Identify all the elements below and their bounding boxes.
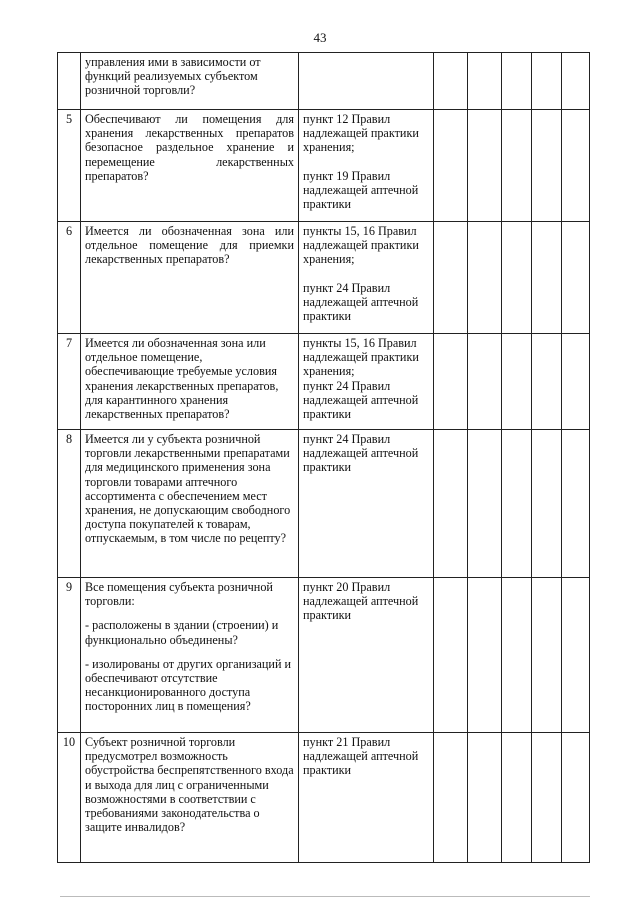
reference-text: пункт 20 Правил надлежащей аптечной практики [303, 580, 419, 623]
answer-cell [562, 578, 590, 733]
reference-cell [299, 430, 434, 578]
page-number: 43 [313, 30, 327, 45]
question-cell [81, 578, 299, 733]
answer-cell [468, 222, 502, 334]
answer-cell [532, 53, 562, 110]
answer-cell [562, 53, 590, 110]
answer-cell [468, 733, 502, 863]
answer-cell [502, 733, 532, 863]
answer-cell [434, 430, 468, 578]
answer-cell [468, 110, 502, 222]
answer-cell [502, 53, 532, 110]
reference-text: пункты 15, 16 Правил надлежащей практики хранения; [303, 224, 419, 267]
reference-cell [299, 222, 434, 334]
checklist-table [57, 52, 590, 863]
table-row [58, 53, 590, 110]
answer-cell [502, 578, 532, 733]
row-number: 9 [58, 578, 81, 733]
question-cell [81, 53, 299, 110]
answer-cell [468, 334, 502, 430]
question-text: Имеется ли обозначенная зона или отдельное помещение, обеспечивающие требуемые условия хранения лекарственных препаратов, для карантинного хранения лекарственных препаратов? [85, 336, 279, 422]
reference-cell [299, 578, 434, 733]
answer-cell [532, 334, 562, 430]
table-row [58, 334, 590, 430]
question-text: Имеется ли обозначенная зона или отдельное помещение для приемки лекарственных препаратов? [85, 224, 294, 267]
question-cell [81, 334, 299, 430]
question-cell [81, 110, 299, 222]
answer-cell [434, 110, 468, 222]
page-bottom-edge [60, 896, 590, 897]
answer-cell [502, 110, 532, 222]
reference-text: пункт 24 Правил надлежащей аптечной практики [303, 378, 419, 422]
row-number: 5 [58, 110, 81, 222]
answer-cell [502, 430, 532, 578]
table-row [58, 578, 590, 733]
reference-text: пункт 24 Правил надлежащей аптечной практики [303, 432, 419, 475]
table-row [58, 110, 590, 222]
answer-cell [562, 430, 590, 578]
reference-text: пункты 15, 16 Правил надлежащей практики хранения; [303, 336, 419, 379]
reference-cell [299, 110, 434, 222]
question-text: Все помещения субъекта розничной торговли: [85, 580, 273, 609]
table-row [58, 733, 590, 863]
row-number [58, 53, 81, 110]
row-number: 10 [58, 733, 81, 863]
reference-text: пункт 12 Правил надлежащей практики хранения; [303, 112, 419, 155]
answer-cell [532, 578, 562, 733]
answer-cell [468, 53, 502, 110]
reference-cell [299, 334, 434, 430]
question-cell [81, 733, 299, 863]
answer-cell [502, 334, 532, 430]
answer-cell [434, 222, 468, 334]
question-cell [81, 430, 299, 578]
reference-cell [299, 733, 434, 863]
answer-cell [502, 222, 532, 334]
reference-text: пункт 19 Правил надлежащей аптечной практики [303, 168, 419, 212]
answer-cell [532, 222, 562, 334]
question-text: - изолированы от других организаций и обеспечивают отсутствие несанкционированного доступа посторонних лиц в помещения? [85, 656, 292, 714]
table-row [58, 222, 590, 334]
answer-cell [532, 430, 562, 578]
reference-text: пункт 21 Правил надлежащей аптечной практики [303, 735, 419, 778]
answer-cell [434, 53, 468, 110]
question-text: - расположены в здании (строении) и функционально объединены? [85, 618, 279, 647]
table-row [58, 430, 590, 578]
answer-cell [532, 110, 562, 222]
answer-cell [434, 578, 468, 733]
answer-cell [562, 110, 590, 222]
answer-cell [468, 578, 502, 733]
reference-cell [299, 53, 434, 110]
row-number: 8 [58, 430, 81, 578]
row-number: 7 [58, 334, 81, 430]
answer-cell [468, 430, 502, 578]
answer-cell [434, 334, 468, 430]
answer-cell [434, 733, 468, 863]
reference-text: пункт 24 Правил надлежащей аптечной практики [303, 280, 419, 324]
question-text: управления ими в зависимости от функций реализуемых субъектом розничной торговли? [85, 55, 261, 98]
answer-cell [562, 733, 590, 863]
question-text: Имеется ли у субъекта розничной торговли лекарственными препаратами для медицинского применения зона торговли товарами аптечного ассортимента с обеспечением мест хранения, не допускающим свободного доступа покупателей к товарам, отпускаемым, в том числе по рецепту? [85, 432, 291, 546]
row-number: 6 [58, 222, 81, 334]
question-text: Субъект розничной торговли предусмотрел возможность обустройства беспрепятственного входа и выхода для лиц с ограниченными возможностями в соответствии с требованиями законодательства о защите инвалидов? [85, 735, 294, 835]
question-text: Обеспечивают ли помещения для хранения лекарственных препаратов безопасное раздельное хранение и перемещение лекарственных препаратов? [85, 112, 294, 183]
question-cell [81, 222, 299, 334]
answer-cell [562, 222, 590, 334]
answer-cell [532, 733, 562, 863]
answer-cell [562, 334, 590, 430]
